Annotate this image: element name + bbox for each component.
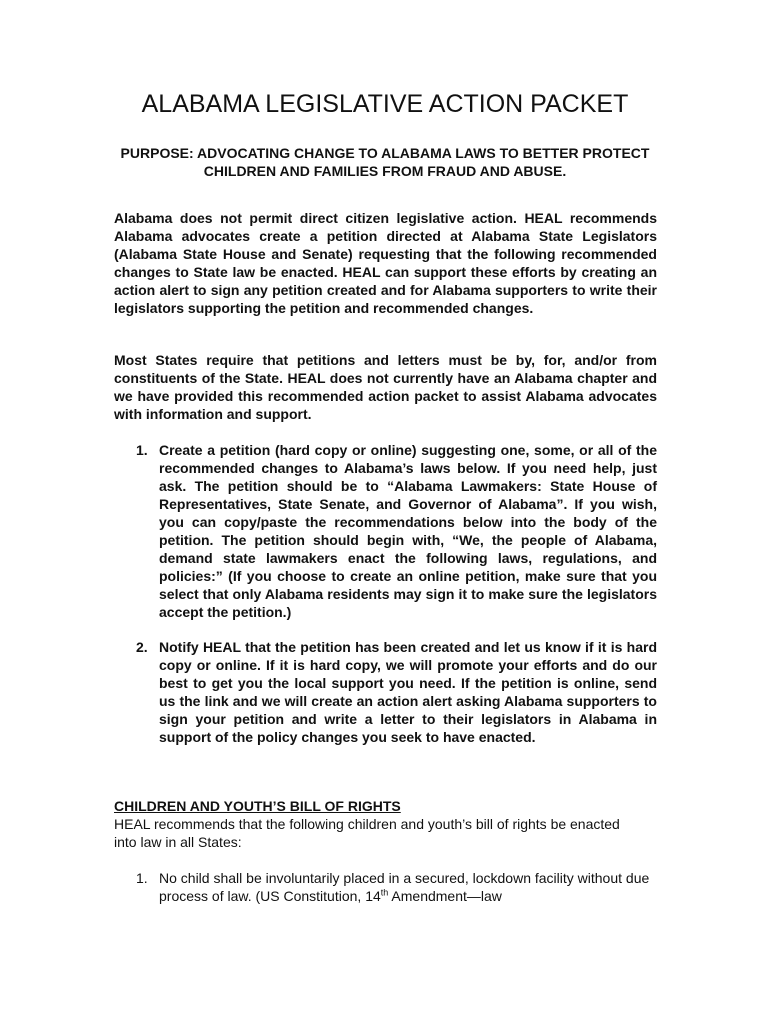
section-heading: CHILDREN AND YOUTH’S BILL OF RIGHTS — [114, 798, 401, 814]
purpose-statement: PURPOSE: ADVOCATING CHANGE TO ALABAMA LAWS TO BETTER PROTECT CHILDREN AND FAMILIES FROM FRAUD AND ABUSE. — [120, 145, 650, 179]
list-item-text: Create a petition (hard copy or online) suggesting one, some, or all of the recommended changes to Alabama’s laws below. If you need help, just ask. The petition should be to “Alabama Lawmakers: State House of Representatives, State Senate, and Governor of Alabama”. If you wish, you can copy/paste the recommendations below into the body of the petition. The petition should begin with, “We, the people of Alabama, demand state lawmakers enact the following laws, regulations, and policies:” (If you choose to create an online petition, make sure that you select that only Alabama residents may sign it to make sure the legislators accept the petition.) — [159, 442, 657, 620]
list-item-number: 1. — [136, 870, 148, 886]
constituents-paragraph: Most States require that petitions and letters must be by, for, and/or from constituents of the State. HEAL does not currently have an Alabama chapter and we have provided this recommended action packet to assist Alabama advocates with information and support. — [114, 352, 657, 422]
intro-paragraph: Alabama does not permit direct citizen legislative action. HEAL recommends Alabama advocates create a petition directed at Alabama State Legislators (Alabama State House and Senate) requesting that the following recommended changes to State law be enacted. HEAL can support these efforts by creating an action alert to sign any petition created and for Alabama supporters to write their legislators supporting the petition and recommended changes. — [114, 210, 657, 316]
page-title: ALABAMA LEGISLATIVE ACTION PACKET — [141, 90, 629, 118]
list-item-number: 1. — [136, 442, 148, 458]
section-intro: HEAL recommends that the following children and youth’s bill of rights be enacted into law in all States: — [114, 816, 620, 850]
list-item-text: Notify HEAL that the petition has been created and let us know if it is hard copy or online. If it is hard copy, we will promote your efforts and do our best to get you the local support you need. If the petition is online, send us the link and we will create an action alert asking Alabama supporters to sign your petition and write a letter to their legislators in Alabama in support of the policy changes you seek to have enacted. — [159, 639, 657, 745]
ordinal-superscript: th — [380, 887, 389, 898]
list-item-text — [159, 869, 657, 905]
list-item-number: 2. — [136, 639, 148, 655]
list-item-text-end: Amendment—law — [388, 888, 502, 904]
list-item-text-start: No child shall be involuntarily placed in a secured, lockdown facility without due process of law. (US Constitution, 14 — [159, 870, 650, 904]
